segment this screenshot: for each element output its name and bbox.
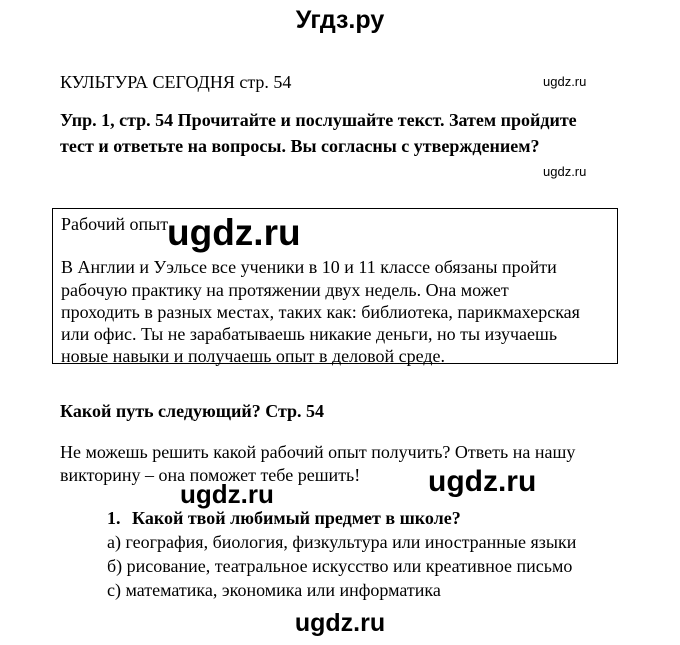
watermark-footer: ugdz.ru [294, 609, 386, 637]
quiz-heading: Какой путь следующий? Стр. 54 [60, 401, 325, 421]
watermark-small: ugdz.ru [543, 164, 587, 179]
exercise-instruction-line-2: тест и ответьте на вопросы. Вы согласны с утверждением? [60, 136, 540, 156]
box-text-line: или офис. Ты не зарабатываешь никакие деньги, но ты изучаешь [61, 324, 558, 344]
watermark-medium: ugdz.ru [428, 465, 537, 498]
site-title: Угдз.ру [295, 6, 385, 34]
answer-option: а) география, биология, физкультура или иностранные языки [107, 532, 577, 552]
box-text-line: новые навыки и получаешь опыт в деловой среде. [61, 346, 446, 366]
question-number: 1. [107, 508, 121, 528]
box-title: Рабочий опыт [61, 214, 169, 234]
answer-option: б) рисование, театральное искусство или креативное письмо [107, 556, 573, 576]
watermark-small: ugdz.ru [543, 74, 587, 89]
box-text-line: рабочую практику на протяжении двух недель. Она может [61, 280, 509, 300]
answer-option: с) математика, экономика или информатика [107, 580, 441, 600]
box-text-line: В Англии и Уэльсе все ученики в 10 и 11 классе обязаны пройти [61, 257, 557, 277]
quiz-intro-line: Не можешь решить какой рабочий опыт получить? Ответь на нашу [60, 442, 576, 462]
watermark-large: ugdz.ru [167, 212, 301, 253]
box-text-line: проходить в разных местах, таких как: библиотека, парикмахерская [61, 302, 580, 322]
exercise-instruction-line-1: Упр. 1, стр. 54 Прочитайте и послушайте текст. Затем пройдите [60, 110, 577, 130]
section-heading: КУЛЬТУРА СЕГОДНЯ стр. 54 [60, 72, 292, 92]
watermark-medium: ugdz.ru [180, 479, 274, 509]
quiz-intro-line: викторину – она поможет тебе решить! [60, 465, 361, 485]
question-text: Какой твой любимый предмет в школе? [132, 508, 461, 528]
